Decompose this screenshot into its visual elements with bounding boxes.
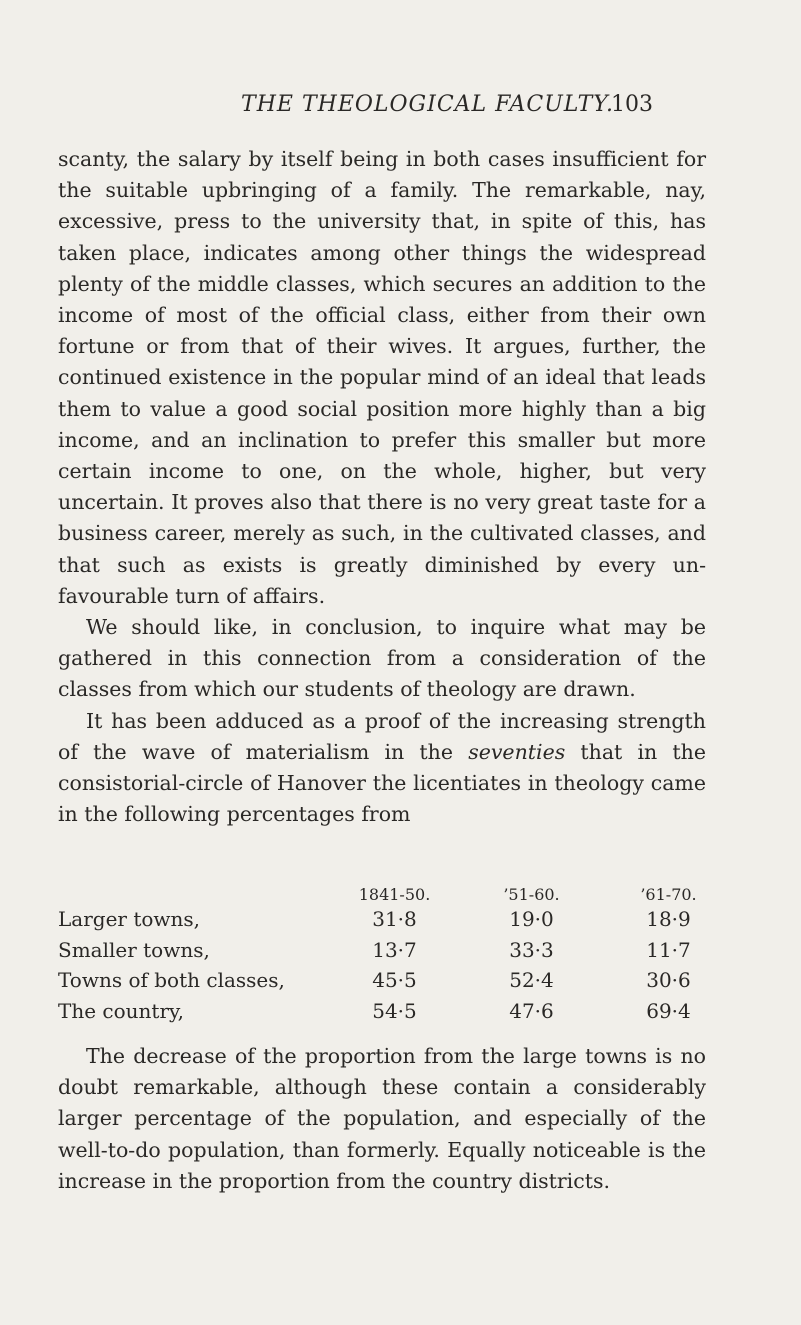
table-cell: 45·5 — [372, 968, 417, 993]
table-row — [58, 904, 738, 935]
paragraph-3-emphasis: seventies — [468, 739, 566, 764]
table-cell: 30·6 — [646, 968, 691, 993]
table-cell: 11·7 — [646, 937, 691, 962]
percentage-table — [58, 874, 738, 1026]
table-row — [58, 996, 738, 1027]
table-cell: 52·4 — [509, 968, 554, 993]
paragraph-3 — [58, 706, 706, 831]
row-label: Smaller towns, — [58, 937, 210, 962]
paragraph-4: The decrease of the proportion from the large towns is no doubt remarkable, although these contain a considerably larger percentage of the population, and especially of the well-to-do population, than formerly. Equally noticeable is the increase in the proportion from the country districts. — [58, 1044, 706, 1193]
table-row — [58, 965, 738, 996]
table-cell: 19·0 — [509, 907, 554, 932]
table-row — [58, 935, 738, 966]
paragraph-3-after: that in the consistorial-circle of Hanover the licentiates in theology came in the following percentages from — [58, 739, 706, 827]
page-number: 103 — [611, 92, 653, 117]
table-cell: 31·8 — [372, 907, 417, 932]
table-cell: 69·4 — [646, 998, 691, 1023]
table-cell: 18·9 — [646, 907, 691, 932]
paragraph-3-before: It has been adduced as a proof of the increasing strength of the wave of materialism in the — [58, 708, 706, 764]
table-cell: 54·5 — [372, 998, 417, 1023]
column-header: ’51-60. — [503, 885, 560, 904]
column-header: ’61-70. — [640, 885, 697, 904]
closing-text — [58, 1041, 706, 1197]
table-header — [58, 874, 738, 904]
table-cell: 47·6 — [509, 998, 554, 1023]
body-text — [58, 144, 706, 830]
table-cell: 33·3 — [509, 937, 554, 962]
row-label: The country, — [58, 998, 185, 1023]
row-label: Larger towns, — [58, 907, 201, 932]
paragraph-1: scanty, the salary by itself being in both cases insufficient for the suitable upbringing of a family. The remarkable, nay, excessive, press to the university that, in spite of this, has taken place, indicates among other things the widespread plenty of the middle classes, which secures an addition to the income of most of the official class, either from their own fortune or from that of their wives. It argues, further, the continued existence in the popular mind of an ideal that leads them to value a good social position more highly than a big income, and an inclination to prefer this smaller but more certain income to one, on the whole, higher, but very uncertain. It proves also that there is no very great taste for a business career, merely as such, in the cultivated classes, and that such as exists is greatly diminished by every unfavourable turn of affairs. — [58, 147, 706, 608]
row-label: Towns of both classes, — [58, 968, 285, 993]
table-cell: 13·7 — [372, 937, 417, 962]
column-header: 1841-50. — [358, 885, 431, 904]
running-head: THE THEOLOGICAL FACULTY. — [241, 92, 614, 117]
paragraph-2: We should like, in conclusion, to inquire what may be gathered in this connection from a consideration of the classes from which our students of theology are drawn. — [58, 615, 706, 702]
